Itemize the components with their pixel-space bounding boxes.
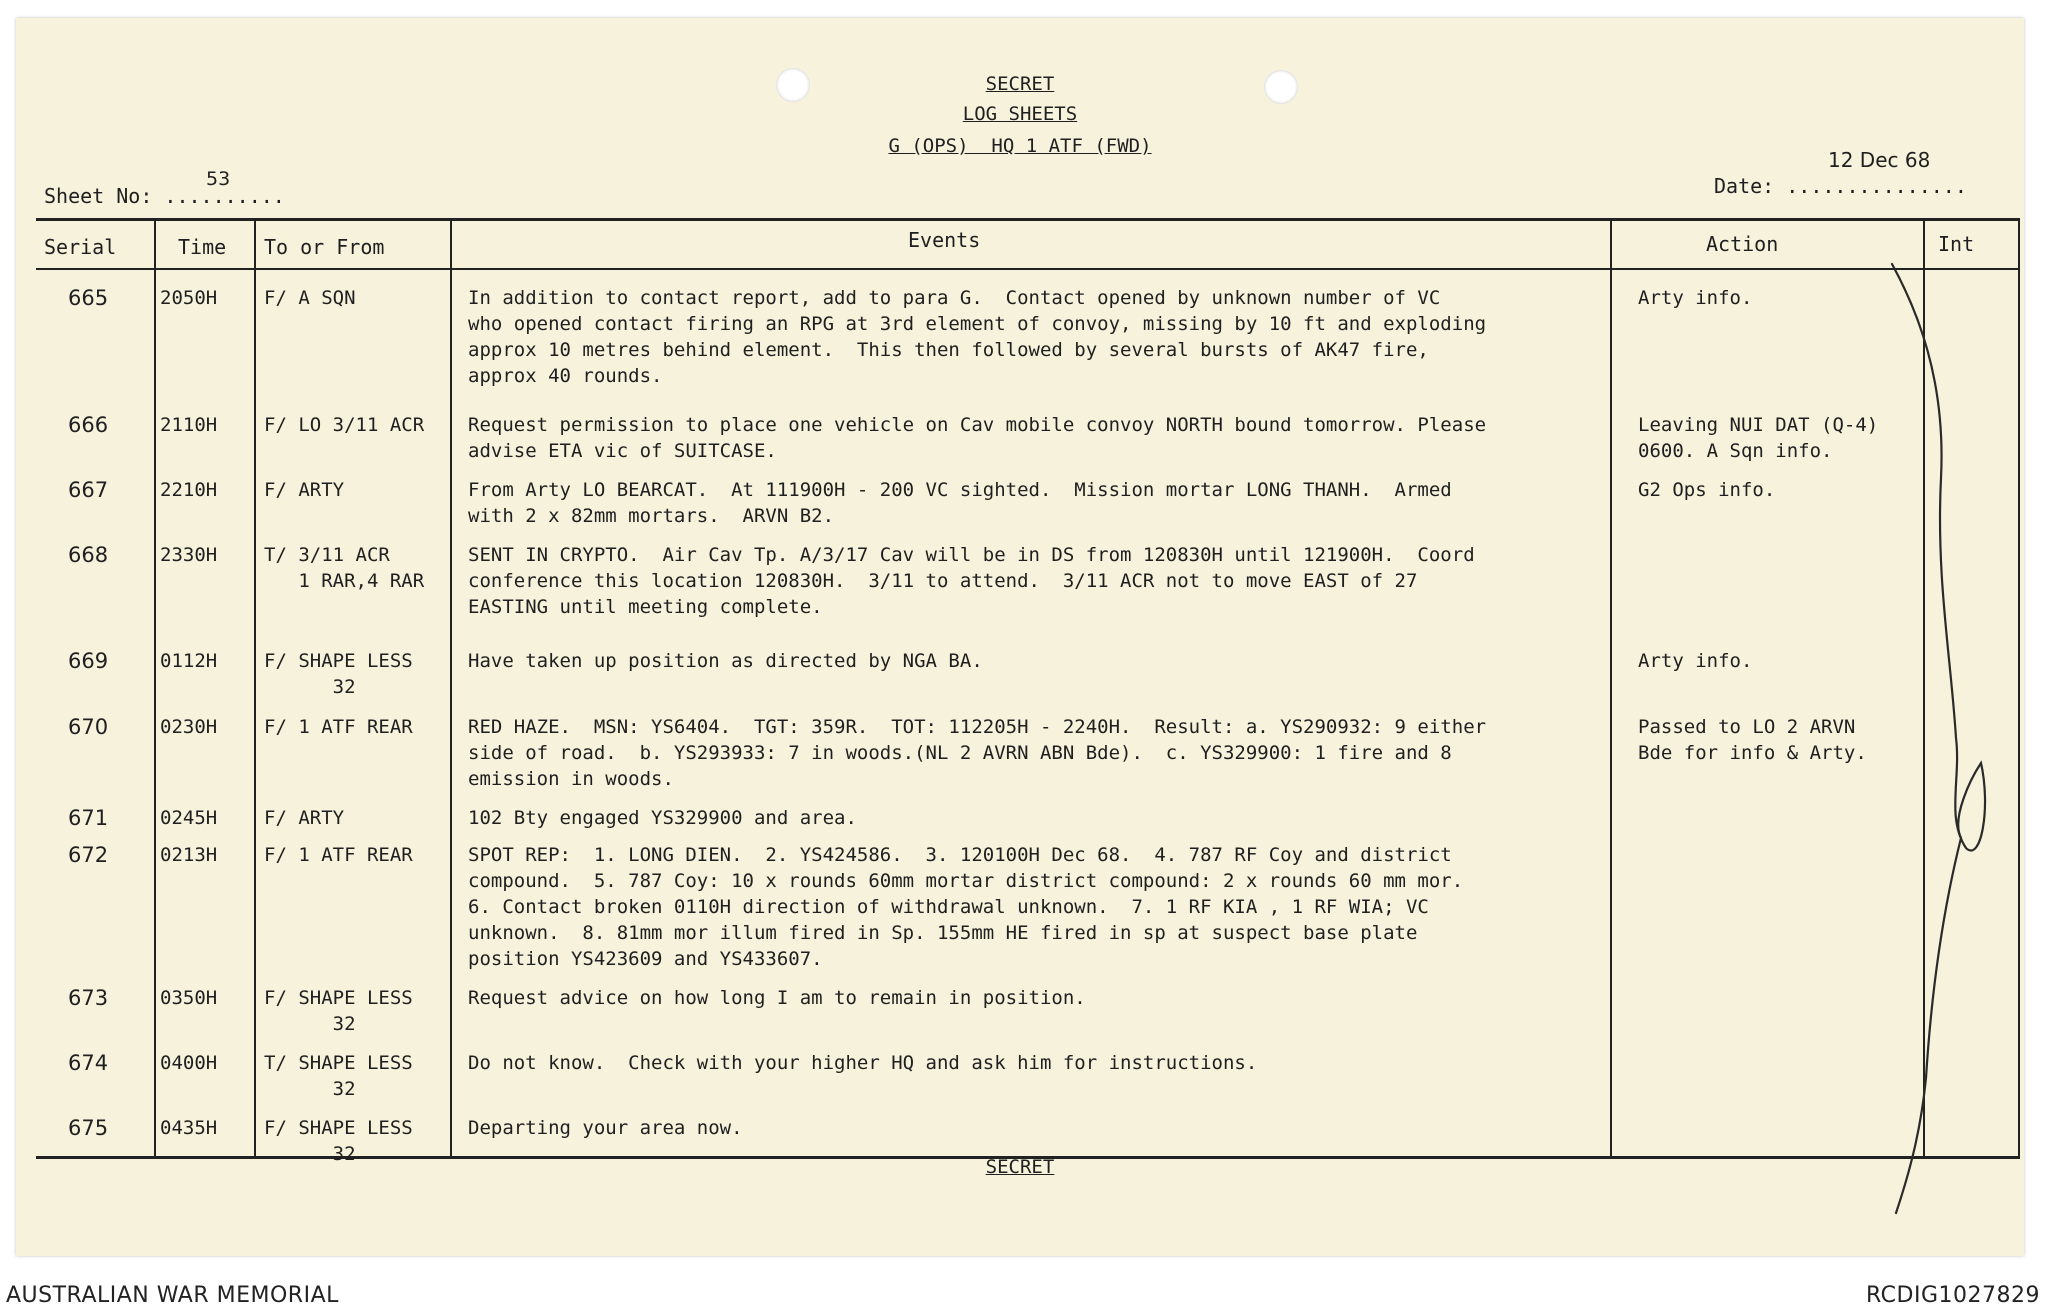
column-header-serial: Serial bbox=[44, 235, 117, 259]
row-674-time: 0400H bbox=[160, 1052, 218, 1074]
row-668-time: 2330H bbox=[160, 544, 218, 566]
header-title: LOG SHEETS bbox=[962, 103, 1078, 125]
row-669-serial: 669 bbox=[68, 649, 109, 673]
credit-catalogue-id: RCDIG1027829 bbox=[1865, 1283, 2040, 1308]
row-666-time: 2110H bbox=[160, 414, 218, 436]
date-value: 12 Dec 68 bbox=[1828, 148, 1931, 172]
column-header-time: Time bbox=[178, 235, 227, 259]
row-665-to-from: F/ A SQN bbox=[264, 287, 356, 309]
handwritten-pen-stroke bbox=[16, 18, 2024, 1256]
footer-classification: SECRET bbox=[985, 1156, 1055, 1178]
row-671-time: 0245H bbox=[160, 807, 218, 829]
row-670-time: 0230H bbox=[160, 716, 218, 738]
row-670-serial: 670 bbox=[68, 715, 109, 739]
row-670-to-from: F/ 1 ATF REAR bbox=[264, 716, 413, 738]
row-672-to-from: F/ 1 ATF REAR bbox=[264, 844, 413, 866]
row-666-action: Leaving NUI DAT (Q-4) 0600. A Sqn info. bbox=[1638, 414, 1879, 462]
row-674-serial: 674 bbox=[68, 1051, 109, 1075]
row-669-events: Have taken up position as directed by NGA BA. bbox=[468, 650, 983, 672]
row-665-time: 2050H bbox=[160, 287, 218, 309]
row-667-action: G2 Ops info. bbox=[1638, 479, 1776, 501]
row-669-to-from: F/ SHAPE LESS 32 bbox=[264, 650, 413, 698]
row-672-events: SPOT REP: 1. LONG DIEN. 2. YS424586. 3. 120100H Dec 68. 4. 787 RF Coy and district compound. 5. 787 Coy: 10 x rounds 60mm mortar district compound: 2 x rounds 60 mm mor. 6. Contact broken 0110H direction of withdrawal unknown. 7. 1 RF KIA , 1 RF WIA; VC unknown. 8. 81mm mor illum fired in Sp. 155mm HE fired in sp at suspect base plate position YS423609 and YS433607. bbox=[468, 844, 1464, 970]
row-666-events: Request permission to place one vehicle on Cav mobile convoy NORTH bound tomorrow. Please advise ETA vic of SUITCASE. bbox=[468, 414, 1487, 462]
row-669-action: Arty info. bbox=[1638, 650, 1753, 672]
column-header-action: Action bbox=[1706, 232, 1779, 256]
row-674-events: Do not know. Check with your higher HQ and ask him for instructions. bbox=[468, 1052, 1258, 1074]
row-672-time: 0213H bbox=[160, 844, 218, 866]
header-unit: G (OPS) HQ 1 ATF (FWD) bbox=[888, 135, 1152, 157]
row-673-time: 0350H bbox=[160, 987, 218, 1009]
header-classification: SECRET bbox=[985, 73, 1055, 95]
row-669-time: 0112H bbox=[160, 650, 218, 672]
credit-institution: AUSTRALIAN WAR MEMORIAL bbox=[6, 1283, 339, 1308]
row-671-to-from: F/ ARTY bbox=[264, 807, 345, 829]
row-674-to-from: T/ SHAPE LESS 32 bbox=[264, 1052, 413, 1100]
row-672-serial: 672 bbox=[68, 843, 109, 867]
column-header-to-from: To or From bbox=[264, 235, 385, 259]
row-670-action: Passed to LO 2 ARVN Bde for info & Arty. bbox=[1638, 716, 1867, 764]
row-673-serial: 673 bbox=[68, 986, 109, 1010]
row-667-time: 2210H bbox=[160, 479, 218, 501]
row-675-serial: 675 bbox=[68, 1116, 109, 1140]
row-675-to-from: F/ SHAPE LESS 32 bbox=[264, 1117, 413, 1165]
row-673-events: Request advice on how long I am to remain in position. bbox=[468, 987, 1086, 1009]
row-666-to-from: F/ LO 3/11 ACR bbox=[264, 414, 425, 436]
row-667-serial: 667 bbox=[68, 478, 109, 502]
sheet-number-label: Sheet No: .......... bbox=[44, 184, 285, 208]
row-675-time: 0435H bbox=[160, 1117, 218, 1139]
log-sheet-paper bbox=[16, 18, 2024, 1256]
column-header-int: Int bbox=[1938, 232, 1975, 256]
row-667-to-from: F/ ARTY bbox=[264, 479, 345, 501]
row-673-to-from: F/ SHAPE LESS 32 bbox=[264, 987, 413, 1035]
row-665-events: In addition to contact report, add to para G. Contact opened by unknown number of VC who opened contact firing an RPG at 3rd element of convoy, missing by 10 ft and exploding approx 10 metres behind element. This then followed by several bursts of AK47 fire, approx 40 rounds. bbox=[468, 287, 1487, 387]
row-675-events: Departing your area now. bbox=[468, 1117, 743, 1139]
row-668-serial: 668 bbox=[68, 543, 109, 567]
row-665-serial: 665 bbox=[68, 286, 109, 310]
row-668-events: SENT IN CRYPTO. Air Cav Tp. A/3/17 Cav will be in DS from 120830H until 121900H. Coord conference this location 120830H. 3/11 to attend. 3/11 ACR not to move EAST of 27 EASTING until meeting complete. bbox=[468, 544, 1475, 618]
sheet-number: 53 bbox=[206, 168, 231, 190]
date-label: Date: ............... bbox=[1714, 174, 1967, 198]
row-667-events: From Arty LO BEARCAT. At 111900H - 200 VC sighted. Mission mortar LONG THANH. Armed with 2 x 82mm mortars. ARVN B2. bbox=[468, 479, 1452, 527]
row-671-serial: 671 bbox=[68, 806, 109, 830]
row-671-events: 102 Bty engaged YS329900 and area. bbox=[468, 807, 857, 829]
row-665-action: Arty info. bbox=[1638, 287, 1753, 309]
row-670-events: RED HAZE. MSN: YS6404. TGT: 359R. TOT: 112205H - 2240H. Result: a. YS290932: 9 either side of road. b. YS293933: 7 in woods.(NL 2 AVRN ABN Bde). c. YS329900: 1 fire and 8 emission in woods. bbox=[468, 716, 1487, 790]
column-header-events: Events bbox=[908, 228, 981, 252]
row-668-to-from: T/ 3/11 ACR 1 RAR,4 RAR bbox=[264, 544, 425, 592]
row-666-serial: 666 bbox=[68, 413, 109, 437]
